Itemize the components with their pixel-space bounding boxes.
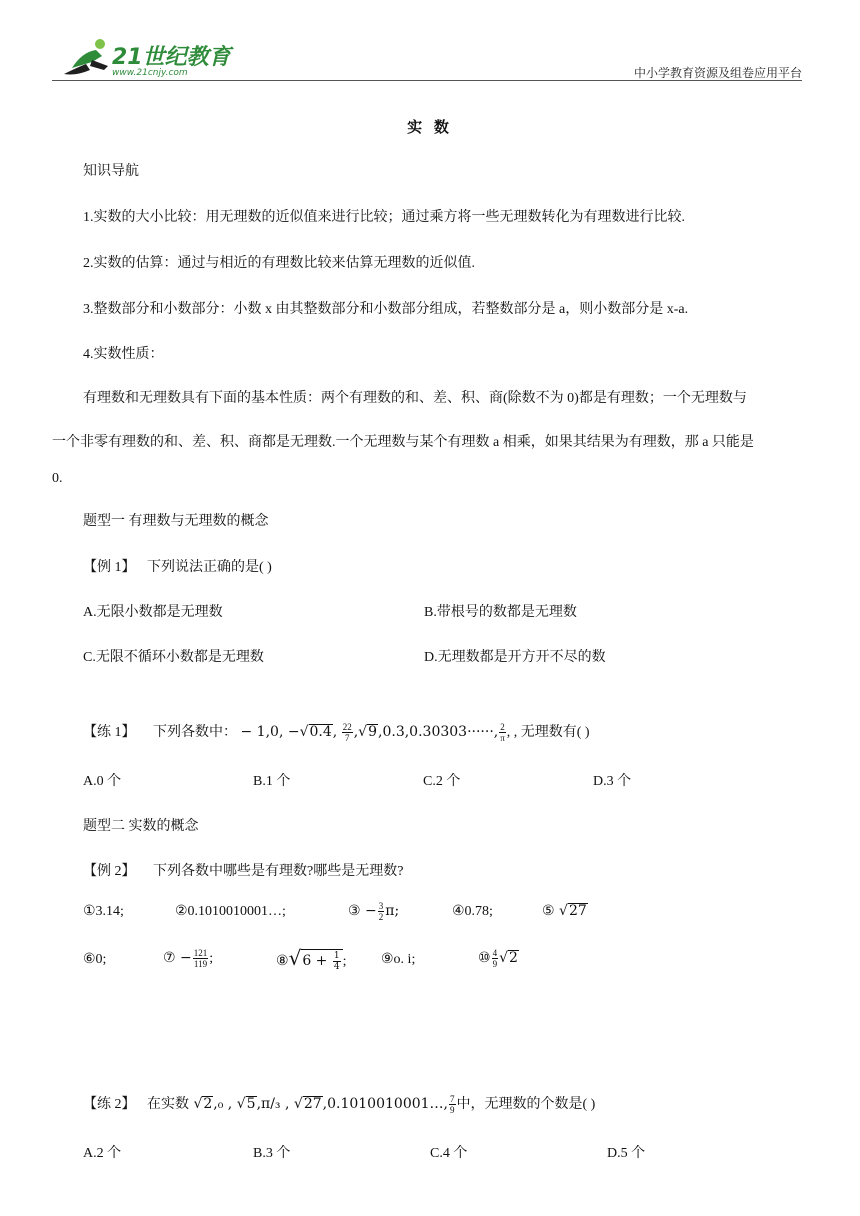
practice-1-math-b: ,0.3,0.30303······, — [378, 724, 499, 740]
example-1-option-b: B.带根号的数都是无理数 — [424, 605, 577, 620]
section-2-heading: 题型二 实数的概念 — [83, 819, 199, 834]
practice-1-option-c: C.2 个 — [423, 774, 461, 789]
practice-1: 【练 1】 下列各数中： − 1,0, −√0.4, $\frac{22}{7}$ ,√9,0.3,0.30303······, $\frac{2}{\pi}$ , , 无理数有( ) — [83, 722, 590, 744]
nav-heading: 知识导航 — [83, 164, 139, 179]
example-2 — [83, 860, 403, 880]
header-divider — [52, 80, 802, 81]
practice-1-label: 【练 1】 — [83, 725, 136, 740]
practice-2: 【练 2】 在实数 √2,₀ , √5,π/₃ , √27,0.1010010001…, $\frac{7}{9}$ 中，无理数的个数是( ) — [83, 1094, 596, 1116]
site-logo — [62, 38, 232, 82]
header-platform-text: 中小学教育资源及组卷应用平台 — [633, 66, 802, 80]
practice-2-option-b: B.3 个 — [253, 1146, 291, 1161]
example-2-item-9: ⑨o. i; — [381, 952, 416, 967]
practice-1-option-d: D.3 个 — [593, 774, 632, 789]
point-4: 4.实数性质： — [83, 347, 164, 362]
practice-1-option-a: A.0 个 — [83, 774, 122, 789]
section-1-heading: 题型一 有理数与无理数的概念 — [83, 514, 269, 529]
example-2-item-2: ②0.1010010001…; — [175, 904, 286, 919]
example-2-item-8: ⑧√6 + $\frac{1}{4}$ ; — [276, 946, 347, 972]
practice-1-sqrt-a: 0.4 — [309, 724, 332, 740]
page-title: 实 数 — [407, 120, 453, 136]
example-2-item-4: ④0.78; — [452, 904, 493, 919]
practice-2-option-a: A.2 个 — [83, 1146, 122, 1161]
property-line-2: 一个非零有理数的和、差、积、商都是无理数.一个无理数与某个有理数 a 相乘，如果其结果为有理数，那 a 只能是 — [52, 435, 754, 450]
logo-url: www.21cnjy.com — [112, 68, 188, 78]
example-2-item-6: ⑥0; — [83, 952, 107, 967]
property-line-3: 0. — [52, 471, 63, 486]
point-3: 3.整数部分和小数部分：小数 x 由其整数部分和小数部分组成，若整数部分是 a，则小数部分是 x-a. — [83, 302, 689, 317]
example-1-option-a: A.无限小数都是无理数 — [83, 605, 223, 620]
property-line-1: 有理数和无理数具有下面的基本性质：两个有理数的和、差、积、商(除数不为 0)都是有理数；一个无理数与 — [83, 391, 747, 406]
example-2-label: 【例 2】 — [83, 864, 136, 879]
practice-1-prefix: 下列各数中： — [153, 725, 237, 740]
example-1-option-c: C.无限不循环小数都是无理数 — [83, 650, 264, 665]
practice-1-option-b: B.1 个 — [253, 774, 291, 789]
example-2-item-5: ⑤ √27 — [542, 903, 587, 919]
practice-2-label: 【练 2】 — [83, 1097, 136, 1112]
point-1: 1.实数的大小比较：用无理数的近似值来进行比较；通过乘方将一些无理数转化为有理数进行比较. — [83, 210, 685, 225]
practice-2-option-c: C.4 个 — [430, 1146, 468, 1161]
example-1-label: 【例 1】 — [83, 560, 136, 575]
example-1 — [83, 556, 272, 576]
practice-2-option-d: D.5 个 — [607, 1146, 646, 1161]
example-2-question: 下列各数中哪些是有理数?哪些是无理数? — [153, 864, 404, 879]
practice-1-frac-b: $\frac{2}{\pi}$ — [500, 722, 505, 744]
practice-1-suffix: , , 无理数有( ) — [506, 725, 590, 740]
practice-1-sqrt-b: 9 — [368, 724, 378, 740]
practice-1-math-a: − 1,0, − — [240, 724, 300, 740]
example-2-item-1: ①3.14; — [83, 904, 124, 919]
example-2-item-3: ③ − $\frac{3}{2}$ π; — [348, 901, 400, 923]
example-1-option-d: D.无理数都是开方开不尽的数 — [424, 650, 606, 665]
example-2-item-10: ⑩ $\frac{4}{9}$ √2 — [478, 948, 518, 970]
practice-1-frac-a: $\frac{22}{7}$ — [342, 722, 352, 744]
example-1-question: 下列说法正确的是( ) — [147, 560, 272, 575]
logo-text: 21世纪教育 — [112, 45, 231, 70]
example-2-item-7: ⑦ − $\frac{121}{119}$ ; — [163, 948, 214, 970]
point-2: 2.实数的估算：通过与相近的有理数比较来估算无理数的近似值. — [83, 256, 475, 271]
